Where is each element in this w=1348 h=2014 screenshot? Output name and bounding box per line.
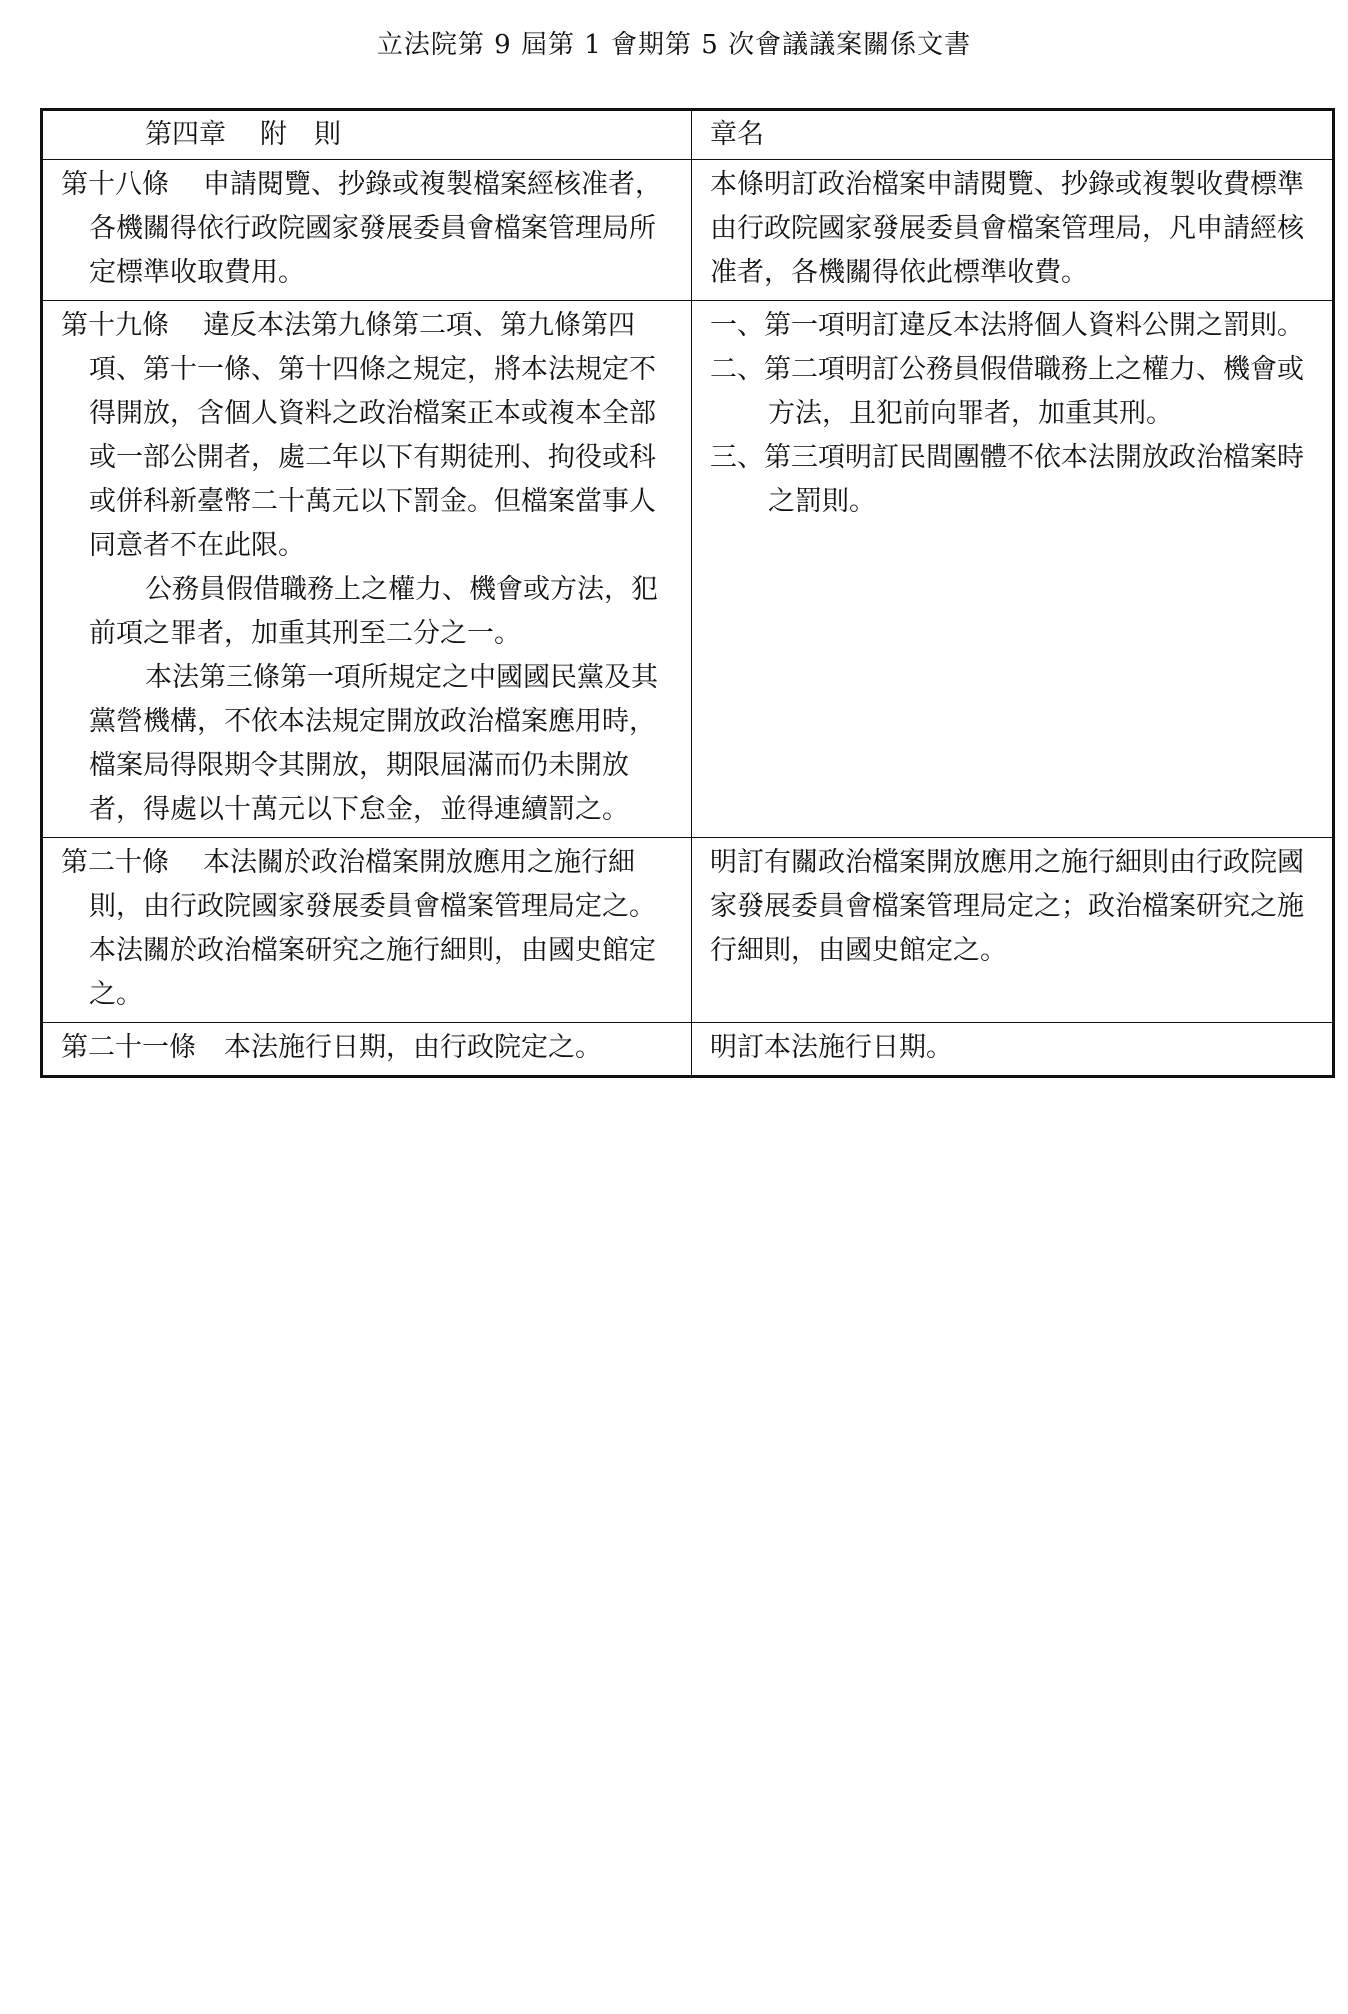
article-cell: [42, 1023, 692, 1077]
explanation-item: [710, 304, 1322, 348]
table-row: [42, 838, 1334, 1023]
article-number: 第二十一條: [61, 1032, 196, 1063]
explanation-item: [710, 348, 1322, 436]
page-header: 立法院第 9 屆第 1 會期第 5 次會議議案關係文書: [376, 30, 972, 60]
item-marker: 一、: [710, 310, 764, 341]
article-text: [61, 841, 681, 1017]
item-text: 第一項明訂違反本法將個人資料公開之罰則。: [764, 310, 1304, 341]
article-number: 第十九條: [61, 310, 169, 341]
item-marker: 二、: [710, 354, 764, 385]
explanation-cell: [692, 838, 1334, 1023]
article-text: [61, 163, 681, 295]
table-row: [42, 301, 1334, 838]
article-number: 第十八條: [61, 169, 169, 200]
table-row: [42, 1023, 1334, 1077]
explanation-cell: [692, 1023, 1334, 1077]
article-number: 第二十條: [61, 847, 169, 878]
chapter-title: [61, 113, 681, 157]
explanation-text: 明訂本法施行日期。: [710, 1032, 953, 1063]
explanation-text: 明訂有關政治檔案開放應用之施行細則由行政院國家發展委員會檔案管理局定之；政治檔案研究之施行細則，由國史館定之。: [710, 847, 1304, 966]
chapter-explanation-cell: [692, 110, 1334, 160]
chapter-number: 第四章: [145, 119, 226, 150]
article-cell: [42, 838, 692, 1023]
explanation-text: 本條明訂政治檔案申請閱覽、抄錄或複製收費標準由行政院國家發展委員會檔案管理局，凡申請經核准者，各機關得依此標準收費。: [710, 169, 1304, 288]
article-paragraph: 申請閱覽、抄錄或複製檔案經核准者，各機關得依行政院國家發展委員會檔案管理局所定標準收取費用。: [89, 169, 662, 288]
article-cell: [42, 160, 692, 301]
article-paragraph: 本法關於政治檔案開放應用之施行細則，由行政院國家發展委員會檔案管理局定之。本法關於政治檔案研究之施行細則，由國史館定之。: [89, 847, 656, 1010]
item-marker: 三、: [710, 442, 764, 473]
article-paragraph: 本法第三條第一項所規定之中國國民黨及其黨營機構，不依本法規定開放政治檔案應用時，檔案局得限期令其開放，期限屆滿而仍未開放者，得處以十萬元以下怠金，並得連續罰之。: [89, 662, 658, 825]
explanation-cell: [692, 301, 1334, 838]
article-text: [61, 304, 681, 568]
article-text: [61, 1026, 681, 1070]
bill-comparison-table: [40, 108, 1335, 1078]
chapter-name: 附 則: [260, 119, 341, 150]
article-paragraph: 公務員假借職務上之權力、機會或方法，犯前項之罪者，加重其刑至二分之一。: [89, 574, 658, 649]
item-text: 第二項明訂公務員假借職務上之權力、機會或方法，且犯前向罪者，加重其刑。: [764, 354, 1304, 429]
explanation-cell: [692, 160, 1334, 301]
article-paragraph: 本法施行日期，由行政院定之。: [224, 1032, 602, 1063]
chapter-row: [42, 110, 1334, 160]
article-paragraph: 違反本法第九條第二項、第九條第四項、第十一條、第十四條之規定，將本法規定不得開放，含個人資料之政治檔案正本或複本全部或一部公開者，處二年以下有期徒刑、拘役或科或併科新臺幣二十萬元以下罰金。但檔案當事人同意者不在此限。: [89, 310, 656, 561]
table-row: [42, 160, 1334, 301]
chapter-explanation: 章名: [710, 119, 764, 150]
chapter-cell: [42, 110, 692, 160]
article-cell: [42, 301, 692, 838]
item-text: 第三項明訂民間團體不依本法開放政治檔案時之罰則。: [764, 442, 1304, 517]
explanation-item: [710, 436, 1322, 524]
